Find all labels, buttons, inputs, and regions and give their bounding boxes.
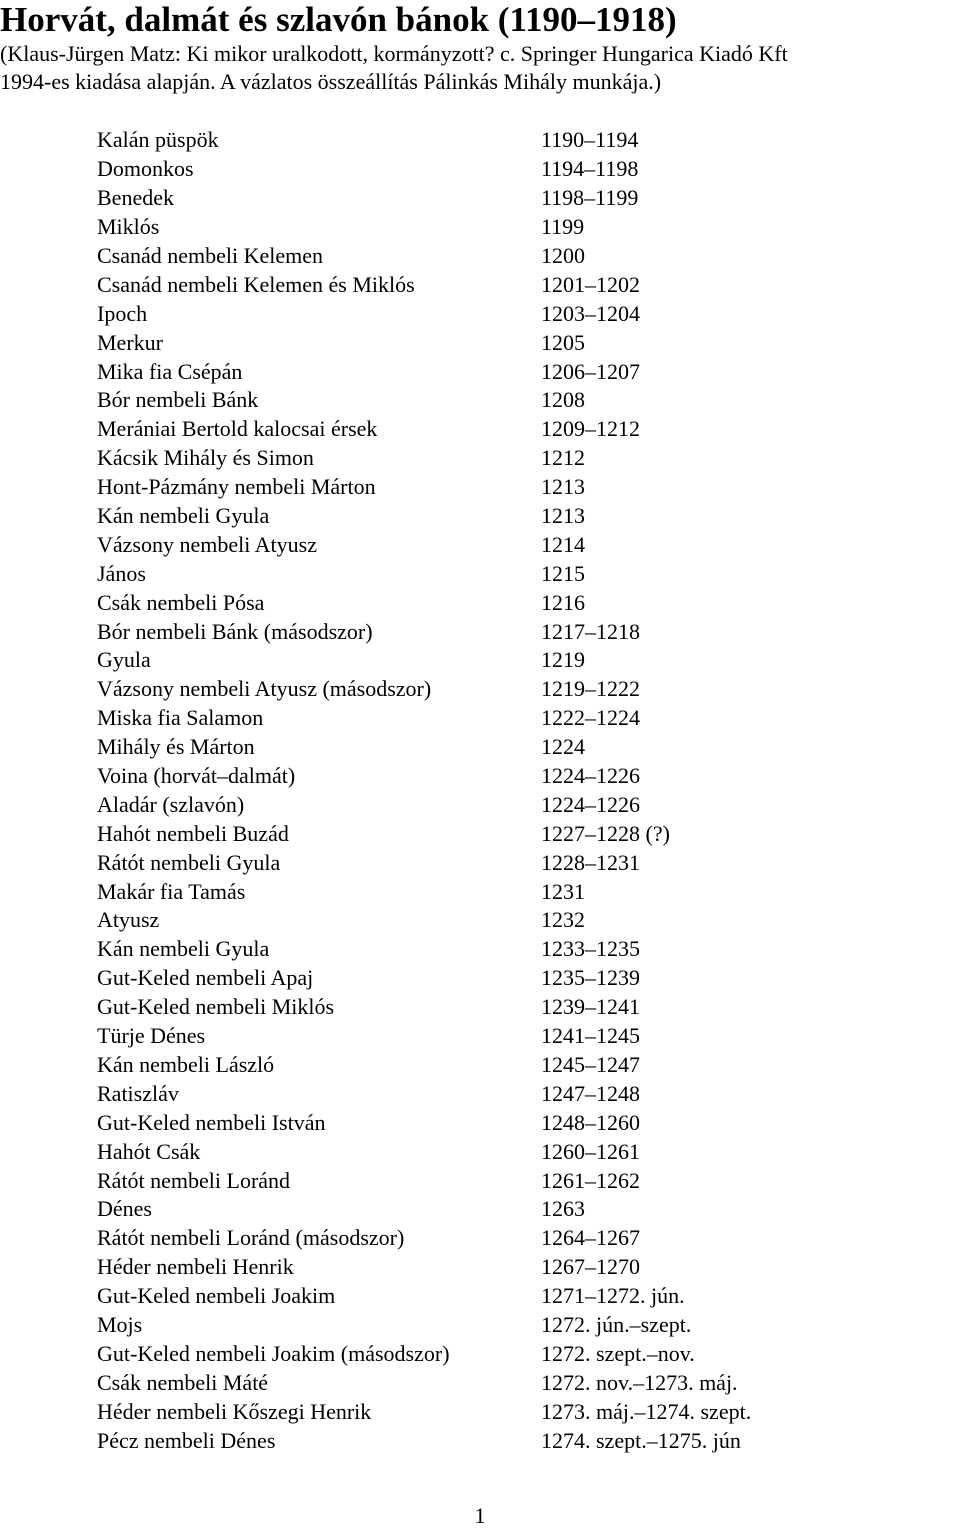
ban-name: Miklós xyxy=(97,214,160,240)
ban-period: 1227–1228 (?) xyxy=(541,820,670,846)
ban-period: 1245–1247 xyxy=(541,1051,640,1077)
ban-name: Bór nembeli Bánk (másodszor) xyxy=(97,618,373,644)
list-item xyxy=(97,762,877,791)
list-item xyxy=(97,964,877,993)
ban-name: Héder nembeli Kőszegi Henrik xyxy=(97,1398,372,1424)
list-item xyxy=(97,1426,877,1455)
ban-period: 1247–1248 xyxy=(541,1080,640,1106)
ban-name: Mika fia Csépán xyxy=(97,358,243,384)
ban-name: Gut-Keled nembeli Miklós xyxy=(97,994,335,1020)
ban-period: 1241–1245 xyxy=(541,1023,640,1049)
ban-period: 1224 xyxy=(541,734,585,760)
list-item xyxy=(97,530,877,559)
ban-period: 1190–1194 xyxy=(541,127,639,153)
list-item xyxy=(97,299,877,328)
ban-name: Csanád nembeli Kelemen xyxy=(97,243,324,268)
ban-name: Domonkos xyxy=(97,156,194,182)
list-item xyxy=(97,559,877,588)
list-item xyxy=(97,1224,877,1253)
ban-name: Atyusz xyxy=(97,907,160,933)
ban-period: 1203–1204 xyxy=(541,300,640,326)
ban-period: 1215 xyxy=(541,560,585,586)
ban-period: 1224–1226 xyxy=(541,791,640,817)
ban-name: Ratiszláv xyxy=(97,1080,179,1106)
list-item xyxy=(97,126,877,155)
ban-name: Ipoch xyxy=(97,300,148,326)
ban-period: 1214 xyxy=(541,531,585,557)
ban-name: Miska fia Salamon xyxy=(97,705,264,731)
list-item xyxy=(97,1079,877,1108)
source-note xyxy=(0,40,788,96)
list-item xyxy=(97,588,877,617)
ban-name: Dénes xyxy=(97,1196,152,1222)
source-note-line-2: 1994-es kiadása alapján. A vázlatos összeállítás Pálinkás Mihály munkája.) xyxy=(0,69,662,94)
ban-period: 1219–1222 xyxy=(541,676,640,702)
ban-period: 1217–1218 xyxy=(541,618,640,644)
list-item xyxy=(97,1282,877,1311)
ban-name: János xyxy=(97,560,146,586)
page-title: Horvát, dalmát és szlavón bánok (1190–1918) xyxy=(0,0,677,39)
ban-period: 1231 xyxy=(541,878,585,904)
list-item xyxy=(97,1339,877,1368)
list-item xyxy=(97,935,877,964)
list-item xyxy=(97,242,877,271)
list-item xyxy=(97,848,877,877)
ban-name: Bór nembeli Bánk xyxy=(97,387,259,413)
ban-period: 1271–1272. jún. xyxy=(541,1283,685,1309)
ban-period: 1216 xyxy=(541,589,585,615)
list-item xyxy=(97,1137,877,1166)
list-item xyxy=(97,502,877,531)
list-item xyxy=(97,617,877,646)
ban-period: 1199 xyxy=(541,214,585,240)
ban-period: 1239–1241 xyxy=(541,994,640,1020)
list-item xyxy=(97,646,877,675)
list-item xyxy=(97,1051,877,1080)
ban-period: 1206–1207 xyxy=(541,358,640,384)
list-item xyxy=(97,1253,877,1282)
ban-period: 1233–1235 xyxy=(541,936,640,962)
ban-name: Csák nembeli Pósa xyxy=(97,589,265,615)
list-item xyxy=(97,213,877,242)
ban-name: Gut-Keled nembeli Joakim xyxy=(97,1283,336,1309)
ban-name: Hahót nembeli Buzád xyxy=(97,820,289,846)
ban-name: Merkur xyxy=(97,329,163,355)
list-item xyxy=(97,1166,877,1195)
ban-period: 1222–1224 xyxy=(541,705,640,731)
ban-name: Kán nembeli Gyula xyxy=(97,936,270,962)
page-number: 1 xyxy=(474,1503,486,1528)
ban-period: 1194–1198 xyxy=(541,156,639,182)
ban-period: 1264–1267 xyxy=(541,1225,640,1251)
ban-name: Pécz nembeli Dénes xyxy=(97,1427,276,1453)
list-item xyxy=(97,790,877,819)
list-item xyxy=(97,444,877,473)
list-item xyxy=(97,270,877,299)
list-item xyxy=(97,1368,877,1397)
ban-period: 1260–1261 xyxy=(541,1138,640,1164)
list-item xyxy=(97,675,877,704)
ban-name: Makár fia Tamás xyxy=(97,878,246,904)
ban-name: Vázsony nembeli Atyusz xyxy=(97,531,317,557)
ban-name: Hont-Pázmány nembeli Márton xyxy=(97,474,376,500)
ban-period: 1261–1262 xyxy=(541,1167,640,1193)
ban-period: 1219 xyxy=(541,647,585,673)
list-item xyxy=(97,1022,877,1051)
ban-period: 1213 xyxy=(541,503,585,529)
ban-period: 1213 xyxy=(541,474,585,500)
list-item xyxy=(97,328,877,357)
ban-period: 1272. jún.–szept. xyxy=(541,1311,692,1337)
ban-name: Merániai Bertold kalocsai érsek xyxy=(97,416,378,442)
ban-period: 1263 xyxy=(541,1196,585,1222)
list-item xyxy=(97,733,877,762)
ban-list xyxy=(97,126,877,1455)
ban-name: Gyula xyxy=(97,647,151,673)
ban-period: 1232 xyxy=(541,907,585,933)
ban-name: Kácsik Mihály és Simon xyxy=(97,445,314,471)
ban-period: 1200 xyxy=(541,243,585,268)
source-note-line-1: (Klaus-Jürgen Matz: Ki mikor uralkodott, kormányzott? c. Springer Hungarica Kiadó Kft xyxy=(0,41,788,66)
ban-name: Gut-Keled nembeli Joakim (másodszor) xyxy=(97,1340,450,1366)
ban-name: Aladár (szlavón) xyxy=(97,791,245,817)
ban-name: Rátót nembeli Loránd xyxy=(97,1167,291,1193)
ban-period: 1208 xyxy=(541,387,585,413)
ban-name: Csanád nembeli Kelemen és Miklós xyxy=(97,271,415,297)
list-item xyxy=(97,184,877,213)
ban-period: 1273. máj.–1274. szept. xyxy=(541,1398,752,1424)
list-item xyxy=(97,1195,877,1224)
list-item xyxy=(97,1311,877,1340)
list-item xyxy=(97,386,877,415)
ban-period: 1198–1199 xyxy=(541,185,639,211)
ban-name: Rátót nembeli Gyula xyxy=(97,849,281,875)
list-item xyxy=(97,155,877,184)
ban-period: 1235–1239 xyxy=(541,965,640,991)
ban-period: 1272. nov.–1273. máj. xyxy=(541,1369,738,1395)
ban-name: Hahót Csák xyxy=(97,1138,201,1164)
list-item xyxy=(97,906,877,935)
ban-period: 1272. szept.–nov. xyxy=(541,1340,695,1366)
ban-name: Mihály és Márton xyxy=(97,734,255,760)
ban-name: Kán nembeli László xyxy=(97,1051,275,1077)
ban-period: 1228–1231 xyxy=(541,849,640,875)
ban-name: Türje Dénes xyxy=(97,1023,206,1049)
ban-period: 1248–1260 xyxy=(541,1109,640,1135)
ban-period: 1274. szept.–1275. jún xyxy=(541,1427,741,1453)
list-item xyxy=(97,1397,877,1426)
ban-name: Kán nembeli Gyula xyxy=(97,503,270,529)
ban-period: 1224–1226 xyxy=(541,763,640,789)
list-item xyxy=(97,1108,877,1137)
list-item xyxy=(97,357,877,386)
list-item xyxy=(97,473,877,502)
list-item xyxy=(97,819,877,848)
ban-name: Mojs xyxy=(97,1311,143,1337)
ban-name: Csák nembeli Máté xyxy=(97,1369,269,1395)
ban-name: Rátót nembeli Loránd (másodszor) xyxy=(97,1225,405,1251)
ban-name: Gut-Keled nembeli Apaj xyxy=(97,965,314,991)
list-item xyxy=(97,993,877,1022)
ban-name: Héder nembeli Henrik xyxy=(97,1254,294,1280)
list-item xyxy=(97,877,877,906)
ban-period: 1205 xyxy=(541,329,585,355)
ban-name: Vázsony nembeli Atyusz (másodszor) xyxy=(97,676,432,702)
ban-name: Voina (horvát–dalmát) xyxy=(97,763,296,789)
list-item xyxy=(97,704,877,733)
ban-period: 1267–1270 xyxy=(541,1254,640,1280)
ban-name: Benedek xyxy=(97,185,174,211)
ban-name: Kalán püspök xyxy=(97,127,219,153)
ban-period: 1212 xyxy=(541,445,585,471)
ban-period: 1201–1202 xyxy=(541,271,640,297)
list-item xyxy=(97,415,877,444)
ban-name: Gut-Keled nembeli István xyxy=(97,1109,326,1135)
ban-period: 1209–1212 xyxy=(541,416,640,442)
